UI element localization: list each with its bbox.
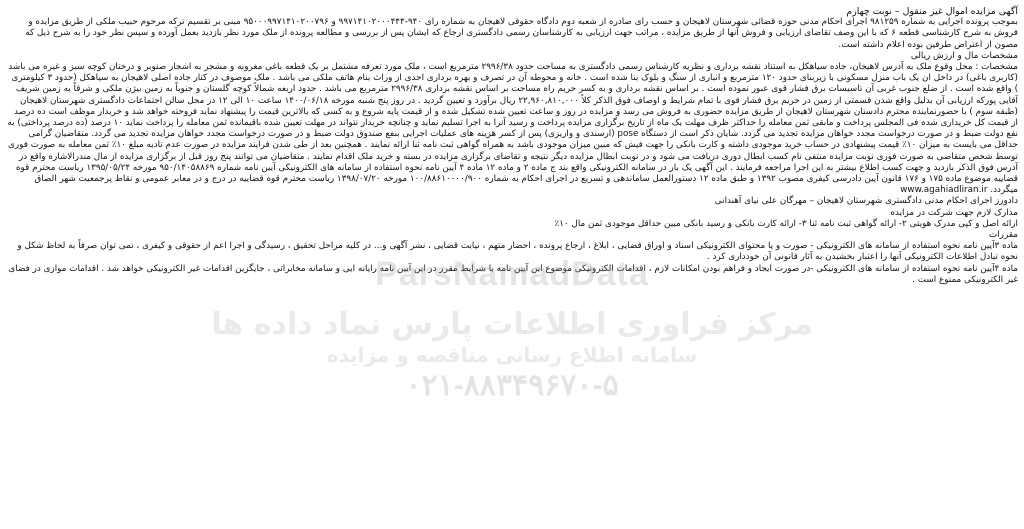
website-link[interactable]: www.agahiadliran.ir (900, 185, 988, 196)
rule-article-4: ماده ۴آیین نامه نحوه استفاده از سامانه های الکترونیکی -در صورت ایجاد و فراهم بودن امکانات لازم ، اقدامات الکترونیکی موضوع این آیین نامه با شرایط مقرر در این آیین نامه رایانه ایی و سامانه مخابراتی ، جایگزین اقدامات غیر الکترونیکی خواهد شد . اقدامات موازی در فضای غیر الکترونیکی ممنوع است . (8, 263, 1018, 285)
documents-text: ارائه اصل و کپی مدرک هویتی ۲- ارائه گواهی ثبت نامه ثنا ۳- ارائه کارت بانکی و رسید بانکی مبین حداقل موجودی ثمن مال ۱۰٪ (554, 218, 1018, 229)
notice-title: آگهی مزایده اموال غیر منقول – نوبت چهارم (846, 6, 1018, 17)
rule-article-3: ماده ۳آیین نامه نحوه استفاده از سامانه های الکترونیکی - صورت و یا محتوای الکترونیکی اسناد و اوراق قضایی ، ابلاغ ، ارجاع پرونده ، احضار متهم ، نیابت قضایی ، نشر آگهی و... در کلیه مراحل تحقیق ، رسیدگی و اجرا اعم از حقوقی و کیفری ، نمی توان صرفاً به لحاظ شکل و نحوه تبادل اطلاعات الکترونیکی آنها را اعتبار بخشیدن به آثار قانونی آن خودداری کرد . (17, 241, 1018, 263)
watermark-center-name: مرکز فراوری اطلاعات پارس نماد داده ها (211, 307, 813, 342)
watermark-tagline: سامانه اطلاع رسانی مناقصه و مزایده (326, 343, 698, 367)
watermark-phone: ۰۲۱-۸۸۳۴۹۶۷۰-۵ (405, 369, 619, 402)
intro-paragraph: بموجب پرونده اجرایی به شماره ۹۸۱۲۵۹ اجرای احکام مدنی حوزه قضائی شهرستان لاهیجان و حسب رای صادره از شعبه دوم دادگاه حقوقی لاهیجان به شماره رای ۹۴۰-۹۹۷۱۴۱۰۲۰۰۰۴۴۴ و ۹۵۰۰۰۹۹۷۱۴۱۰۲۰۰۷۹۶ مبنی بر تقسیم ترکه مرحوم حبیب ملکی از طریق مزایده و فروش به شرح کارشناسی قطعه ۶ که با این وصف تقاضای ارزیابی و فروش آنها از طریق مزایده ، مراتب جهت ارزیابی به کارشناسان رسمی دادگستری ارجاع که ایشان پس از بررسی و مطالعه پرونده از ملک مورد نظر بازدید بعمل آورده و سپس نظر خود را به شرح ذیل که مصون از اعتراض طرفین بوده اعلام داشته است. (25, 17, 1018, 50)
auction-notice-document (6, 6, 1018, 529)
rules-heading: مقررات (989, 230, 1018, 241)
documents-heading: مدارک لازم جهت شرکت در مزایده (890, 207, 1018, 218)
watermark-brand: ParsNamadData (375, 255, 649, 293)
specs-heading: مشخصات مال و ارزش ریالی (910, 50, 1018, 61)
specs-body-text: مشخصات : محل وقوع ملک به آدرس لاهیجان، جاده سیاهکل به استناد نقشه برداری و نظریه کارشناس رسمی دادگستری به مساحت حدود ۲۹۹۶/۳۸ مترمربع است ، ملک مورد تعرفه مشتمل بر یک قطعه باغی مغروبه و مشجر به اشجار صنوبر و درختان کوچه سبز و غیره می باشد (کاربری باغی) در داخل ان یک باب منزل مسکونی با زیربنای حدود ۱۲۰ مترمربع و انباری از سنگ و بلوک بنا شده است . خانه و محوطه آن در تصرف و بهره برداری احدی از وراث بنام هاتف ملکی می باشد . ملک موصوف در کنار جاده اصلی لاهیجان به سیاهکل (حدود ۳ کیلومتری ) واقع شده است . از ضلع جنوب غربی آن تاسیسات برق فشار قوی عبور نموده است . بر اساس نقشه برداری و به کسر حریم راه مساحت بر اساس نقشه برداری ۲۹۹۶/۳۸ مترمربع می باشد . حدود اربعه شمالاً کوچه گلستان و جنوباً به زمین بیژن ملکی و شرقاً به زمین شریف آقایی پورکه ارزیابی آن بدلیل واقع شدن قسمتی از زمین در حریم برق فشار قوی با تمام شرایط و اوصاف فوق الذکر کلاً ۲۲,۹۶۰,۸۱۰,۰۰۰ ریال برآورد و تعیین گردید . در روز پنج شنبه مورخه ۱۴۰۰/۰۶/۱۸ ساعت ۱۰ الی ۱۲ در محل سالن اجتماعات دادگستری شهرستان لاهیجان (طبقه سوم ) با حضورنماینده محترم دادستان شهرستان لاهیجان از طریق مزایده حضوری به فروش می رسد و مزایده در روز و ساعت تعیین شده تشکیل شده و از قیمت پایه شروع و به کسی که بالاترین قیمت را پیشنهاد نماید فروخته خواهد شد و خریدار موظف است ده درصد از قیمت کل خریداری شده فی المجلس پرداخت و مابقی ثمن معامله را حداکثر ظرف مهلت یک ماه از تاریخ برگزاری مزایده پرداخت و رسید آنرا به اجرا تسلیم نماید و چنانچه خریدار نتواند در مهلت تعیین شده باقیمانده ثمن معامله را پرداخت نماید ۱۰ درصد (ده درصد پرداختی) به نفع دولت ضبط و در صورت درخواست مجدد خواهان مزایده تجدید می گردد. شایان ذکر است از دستگاه pose (ارسندی و واریزی) پس از کسر هزینه های عملیات اجرایی بنفع صندوق دولت ضبط و در صورت درخواست مجدد خواهان مزایده تجدید می گردد. متقاضیان گرامی حداقل می بایست به میزان ۱۰٪ قیمت پیشنهادی در حساب خرید موجودی داشته و کارت بانکی را جهت فیش که مبین میزان موجودی باشد به همراه گواهی ثبت نامه ثنا ارائه نمایند . همچنین بعد از طی شدن فرایند مزایده در صورت عدم تادیه مبلغ ۱۰٪ ثمن معامله به صورت فوری توسط شخص متقاضی به صورت فوری نوبت مزایده منتفی نام کسب ابطال دوری دریافت می شود و در نوبت ابطال مزایده دیگر نتیجه و تقاضای برگزاری مزایده در بسته و خرید ملک اقدام نمایند . متقاضیان می توانند پنج روز قبل از برگزاری مزایده از مال مندرالاشاره واقع در آدرس فوق الذکر بازدید و جهت کسب اطلاع بیشتر به این اجرا مراجعه فرمایند . این آگهی یک بار در سامانه الکترونیکی واقع بند ج ماده ۲ و ماده ۱۲ ماده ۴ آیین نامه نحوه استفاده از سامانه های الکترونیکی آیین نامه شماره ۹۵۰/۱۴۰۵۸۸۶۹ مورخه ۱۳۹۵/۰۵/۲۴ ریاست محترم قوه قضاییه موضوع ماده ۱۷۵ و ۱۷۶ قانون آیین دادرسی کیفری مصوب ۱۳۹۲ و طبق ماده ۱۲ دستورالعمل ساماندهی و تسریع در اجرای احکام به شماره ۱۰۰/۸۸۶۱۰۰۰۰/۹۰۰ مورخه ۱۳۹۸/۰۷/۲۰ ریاست محترم قوه قضاییه در درج و در معابر عمومی و نقاط پرجمعیت شهر الصاق میگردد. (7, 62, 1018, 196)
signature-line: دادورز اجرای احکام مدنی دادگستری شهرستان لاهیجان – مهرگان علی نیای آهندانی (714, 196, 1018, 207)
specs-body-paragraph (6, 62, 1018, 196)
